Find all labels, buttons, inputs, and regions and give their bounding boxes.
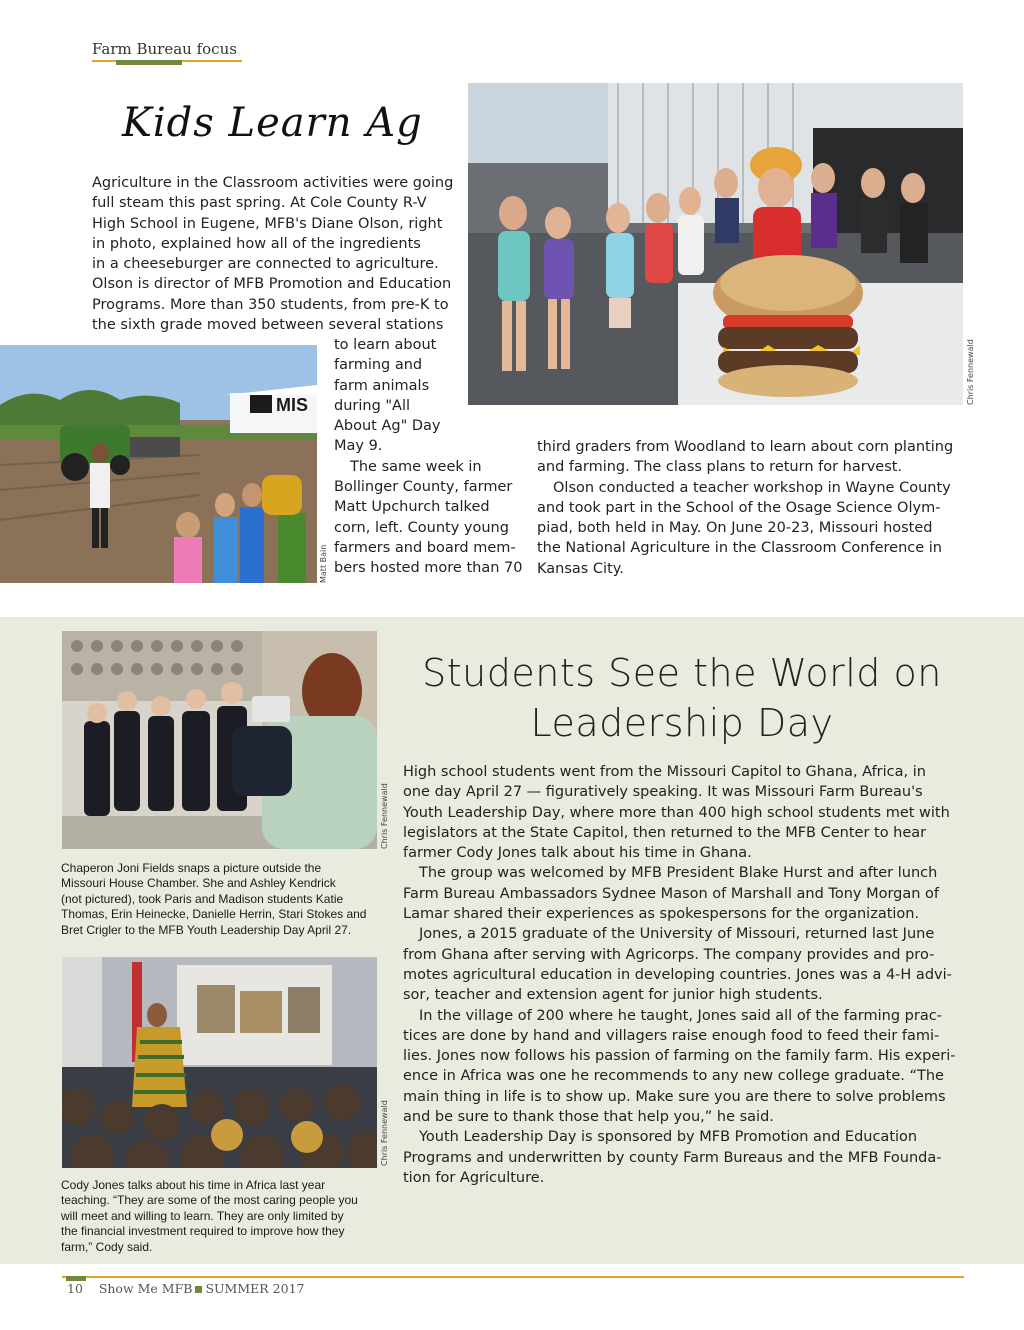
caption-line: the financial investment required to improve how they [61, 1224, 345, 1239]
text-line: tices are done by hand and villagers raise enough food to feed their fami- [403, 1027, 940, 1044]
text-line: In the village of 200 where he taught, Jones said all of the farming prac- [419, 1007, 942, 1024]
caption-line: teaching. “They are some of the most caring people you [61, 1193, 358, 1208]
text-line: Programs. More than 350 students, from pre-K to [92, 296, 449, 313]
footer-rule [62, 1276, 964, 1278]
presentation-caption [61, 1178, 358, 1255]
tent-sign-text: MIS [276, 395, 309, 415]
text-line: Matt Upchurch talked [334, 499, 490, 516]
text-line: farmers and board mem- [334, 539, 516, 556]
text-line: and farming. The class plans to return for harvest. [537, 459, 903, 476]
issue-label: SUMMER 2017 [205, 1281, 305, 1296]
caption-line: will meet and willing to learn. They are only limited by [61, 1208, 344, 1223]
leadership-body [403, 762, 956, 1188]
text-line: Programs and underwritten by county Farm Bureaus and the MFB Founda- [403, 1149, 942, 1166]
heading-line: Students See the World on [422, 651, 942, 695]
text-line: in a cheeseburger are connected to agriculture. [92, 256, 439, 273]
caption-line: Chaperon Joni Fields snaps a picture outside the [61, 861, 322, 875]
text-line: Bollinger County, farmer [334, 479, 513, 496]
article-title: Kids Learn Ag [122, 100, 423, 146]
caption-line: Cody Jones talks about his time in Africa last year [61, 1178, 326, 1192]
text-line: farming and [334, 357, 423, 374]
photo-credit: Chris Fennewald [380, 1100, 389, 1166]
text-line: About Ag" Day [334, 418, 441, 435]
kla-right-text [537, 437, 953, 579]
text-line: Agriculture in the Classroom activities were going [92, 175, 454, 191]
square-bullet-icon [195, 1286, 202, 1293]
text-line: and be sure to thank those that help you,” he said. [403, 1109, 774, 1126]
text-line: third graders from Woodland to learn about corn planting [537, 439, 954, 455]
text-line: High School in Eugene, MFB's Diane Olson, right [92, 215, 443, 232]
text-line: The group was welcomed by MFB President Blake Hurst and after lunch [419, 865, 938, 882]
text-line: Youth Leadership Day is sponsored by MFB Promotion and Education [419, 1129, 918, 1146]
presentation-photo [62, 957, 377, 1168]
header-rule-accent [116, 60, 182, 65]
text-line: High school students went from the Missouri Capitol to Ghana, Africa, in [403, 764, 926, 780]
text-line: tion for Agriculture. [403, 1169, 545, 1186]
section-label: Farm Bureau focus [92, 40, 237, 58]
text-line: the National Agriculture in the Classroom Conference in [537, 540, 942, 557]
text-line: one day April 27 — figuratively speaking. It was Missouri Farm Bureau's [403, 784, 923, 801]
chamber-photo [62, 631, 377, 849]
text-line: corn, left. County young [334, 519, 509, 536]
text-line: Jones, a 2015 graduate of the University of Missouri, returned last June [419, 926, 935, 943]
text-line: sor, teacher and extension agent for junior high students. [403, 987, 823, 1004]
text-line: Lamar shared their experiences as spokespersons for the organization. [403, 906, 920, 923]
text-line: Olson conducted a teacher workshop in Wayne County [553, 479, 951, 496]
caption-line: (not pictured), took Paris and Madison students Katie [61, 891, 344, 906]
caption-line: Bret Crigler to the MFB Youth Leadership Day April 27. [61, 922, 352, 937]
text-line: farmer Cody Jones talk about his time in Ghana. [403, 845, 752, 862]
text-line: piad, both held in May. On June 20-23, Missouri hosted [537, 520, 933, 537]
text-line: May 9. [334, 438, 383, 455]
footer [67, 1281, 304, 1296]
text-line: and took part in the School of the Osage Science Olym- [537, 499, 941, 516]
text-line: lies. Jones now follows his passion of farming on the family farm. His experi- [403, 1048, 956, 1065]
text-line: farm animals [334, 377, 430, 394]
text-line: bers hosted more than 70 [334, 560, 523, 577]
photo-credit: Chris Fennewald [966, 339, 975, 405]
leadership-heading [402, 648, 962, 748]
field-photo [0, 345, 317, 583]
text-line: Olson is director of MFB Promotion and Education [92, 276, 452, 293]
photo-credit: Chris Fennewald [380, 783, 389, 849]
text-line: full steam this past spring. At Cole County R-V [92, 195, 427, 212]
cheeseburger-photo [468, 83, 963, 405]
heading-line: Leadership Day [530, 701, 834, 745]
text-line: in photo, explained how all of the ingredients [92, 235, 421, 252]
publication-name: Show Me MFB [98, 1281, 193, 1296]
text-line: legislators at the State Capitol, then returned to the MFB Center to hear [403, 824, 927, 841]
text-line: Farm Bureau Ambassadors Sydnee Mason of Marshall and Tony Morgan of [403, 885, 940, 902]
caption-line: Missouri House Chamber. She and Ashley Kendrick [61, 876, 336, 891]
text-line: ence in Africa was one he recommends to any new college graduate. “The [403, 1068, 944, 1085]
text-line: the sixth grade moved between several stations [92, 317, 444, 334]
text-line: during "All [334, 397, 411, 414]
page-number: 10 [67, 1281, 83, 1296]
caption-line: Thomas, Erin Heinecke, Danielle Herrin, Stari Stokes and [61, 907, 367, 922]
text-line: from Ghana after serving with Agricorps. The company provides and pro- [403, 946, 935, 963]
text-line: The same week in [350, 458, 482, 475]
kla-top-text [92, 173, 453, 335]
chamber-caption [61, 861, 366, 938]
text-line: Youth Leadership Day, where more than 400 high school students met with [403, 804, 950, 821]
text-line: main thing in life is to show up. Make sure you are there to solve problems [403, 1088, 946, 1105]
text-line: Kansas City. [537, 560, 624, 577]
photo-credit: Matt Bain [319, 544, 328, 583]
caption-line: farm,” Cody said. [61, 1239, 153, 1254]
text-line: to learn about [334, 337, 437, 353]
text-line: motes agricultural education in developing countries. Jones was a 4-H advi- [403, 966, 952, 983]
